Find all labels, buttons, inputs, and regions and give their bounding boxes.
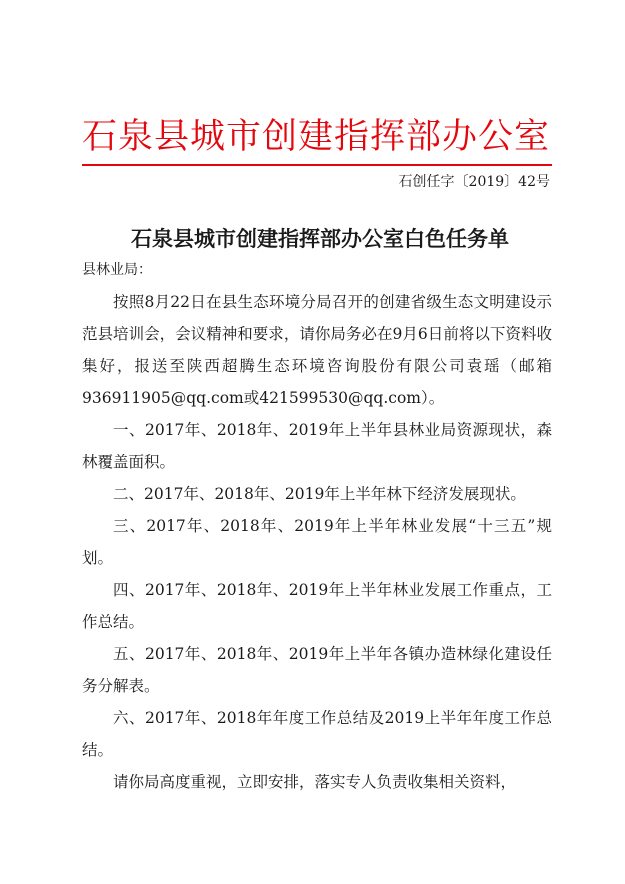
red-header-rule xyxy=(82,164,552,166)
body-paragraph: 按照8月22日在县生态环境分局召开的创建省级生态文明建设示范县培训会，会议精神和要求，请你局务必在9月6日前将以下资料收集好，报送至陕西超腾生态环境咨询股份有限公司袁瑶（邮箱936911905@qq.com或421599530@qq.com）。 xyxy=(82,293,552,407)
body-paragraph: 三、2017年、2018年、2019年上半年林业发展“十三五”规划。 xyxy=(82,517,552,567)
body-paragraph: 四、2017年、2018年、2019年上半年林业发展工作重点，工作总结。 xyxy=(82,581,552,631)
document-title: 石泉县城市创建指挥部办公室白色任务单 xyxy=(131,226,509,251)
document-body xyxy=(82,286,552,798)
issuing-office-header: 石泉县城市创建指挥部办公室 xyxy=(82,117,551,157)
salutation: 县林业局： xyxy=(82,262,152,278)
body-paragraph: 六、2017年、2018年年度工作总结及2019上半年年度工作总结。 xyxy=(82,709,552,759)
document-number: 石创任字〔2019〕42号 xyxy=(398,174,550,190)
body-paragraph: 一、2017年、2018年、2019年上半年县林业局资源现状，森林覆盖面积。 xyxy=(82,421,552,471)
body-paragraph: 请你局高度重视，立即安排，落实专人负责收集相关资料， xyxy=(113,773,517,791)
body-paragraph: 五、2017年、2018年、2019年上半年各镇办造林绿化建设任务分解表。 xyxy=(82,645,552,695)
body-paragraph: 二、2017年、2018年、2019年上半年林下经济发展现状。 xyxy=(113,485,526,503)
